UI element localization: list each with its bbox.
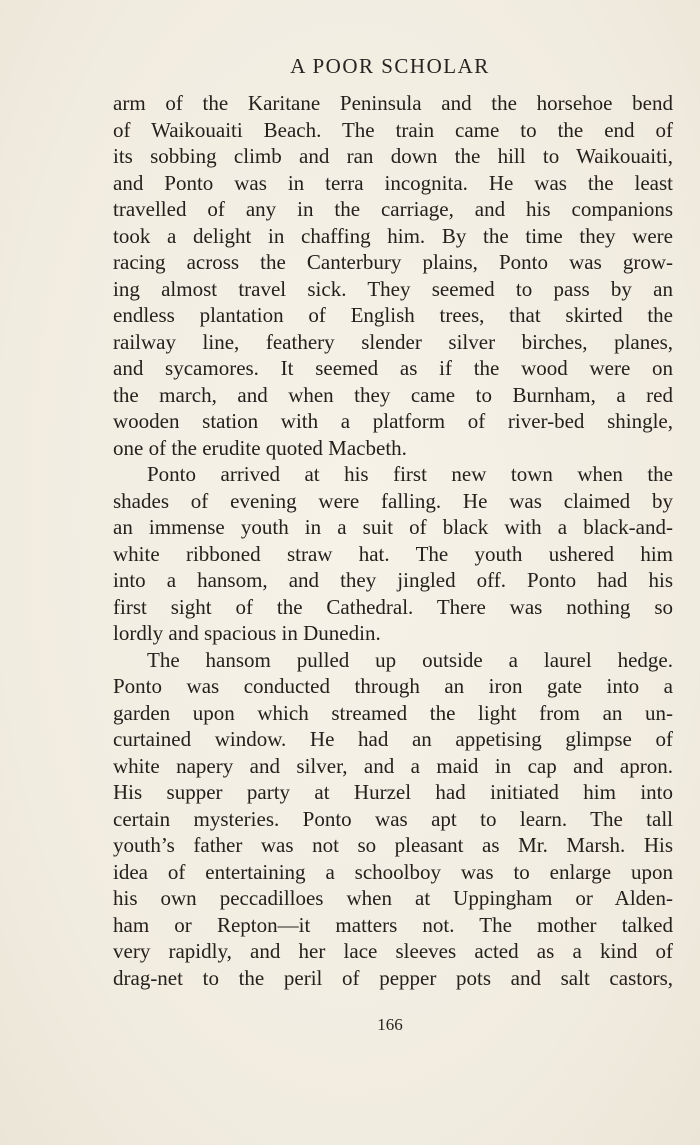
text-line: youth’s father was not so pleasant as Mr. Marsh. His <box>113 833 673 857</box>
text-line: his own peccadilloes when at Uppingham or Alden- <box>113 886 673 910</box>
text-line: travelled of any in the carriage, and his companions <box>113 197 673 221</box>
text-line: one of the erudite quoted Macbeth. <box>113 435 407 460</box>
text-line: its sobbing climb and ran down the hill to Waikouaiti, <box>113 144 673 168</box>
text-line: into a hansom, and they jingled off. Ponto had his <box>113 568 673 592</box>
text-line: ing almost travel sick. They seemed to pass by an <box>113 276 673 301</box>
paragraph-1 <box>113 90 673 461</box>
text-line: first sight of the Cathedral. There was nothing so <box>113 594 673 619</box>
text-line: idea of entertaining a schoolboy was to enlarge upon <box>113 859 673 884</box>
body-text <box>113 90 673 991</box>
text-line: and Ponto was in terra incognita. He was the least <box>113 170 673 195</box>
text-line: white napery and silver, and a maid in cap and apron. <box>113 753 673 778</box>
text-line: arm of the Karitane Peninsula and the horsehoe bend <box>113 91 673 115</box>
text-line: railway line, feathery slender silver birches, planes, <box>113 329 673 354</box>
text-line: wooden station with a platform of river-bed shingle, <box>113 409 673 433</box>
text-line: shades of evening were falling. He was claimed by <box>113 488 673 513</box>
text-line: garden upon which streamed the light from an un- <box>113 700 673 725</box>
text-line: took a delight in chaffing him. By the time they were <box>113 223 673 248</box>
text-line: certain mysteries. Ponto was apt to learn. The tall <box>113 806 673 831</box>
text-line: His supper party at Hurzel had initiated him into <box>113 780 673 804</box>
text-line: racing across the Canterbury plains, Ponto was grow- <box>113 250 673 274</box>
paragraph-3 <box>113 647 673 992</box>
text-line: Ponto arrived at his first new town when the <box>147 462 673 486</box>
running-head: A POOR SCHOLAR <box>290 54 490 78</box>
paragraph-2 <box>113 461 673 647</box>
text-line: drag-net to the peril of pepper pots and salt castors, <box>113 965 673 990</box>
text-line: endless plantation of English trees, that skirted the <box>113 303 673 327</box>
text-line: of Waikouaiti Beach. The train came to the end of <box>113 117 673 142</box>
text-line: the march, and when they came to Burnham, a red <box>113 382 673 407</box>
text-line: ham or Repton—it matters not. The mother talked <box>113 912 673 937</box>
text-line: an immense youth in a suit of black with a black-and- <box>113 515 673 539</box>
text-line: white ribboned straw hat. The youth ushered him <box>113 541 673 566</box>
text-line: Ponto was conducted through an iron gate into a <box>113 674 673 698</box>
text-line: very rapidly, and her lace sleeves acted as a kind of <box>113 939 673 963</box>
text-line: curtained window. He had an appetising glimpse of <box>113 727 673 751</box>
text-line: lordly and spacious in Dunedin. <box>113 621 381 645</box>
text-line: The hansom pulled up outside a laurel hedge. <box>147 647 673 672</box>
page-number: 166 <box>377 1015 403 1034</box>
text-line: and sycamores. It seemed as if the wood were on <box>113 356 673 380</box>
